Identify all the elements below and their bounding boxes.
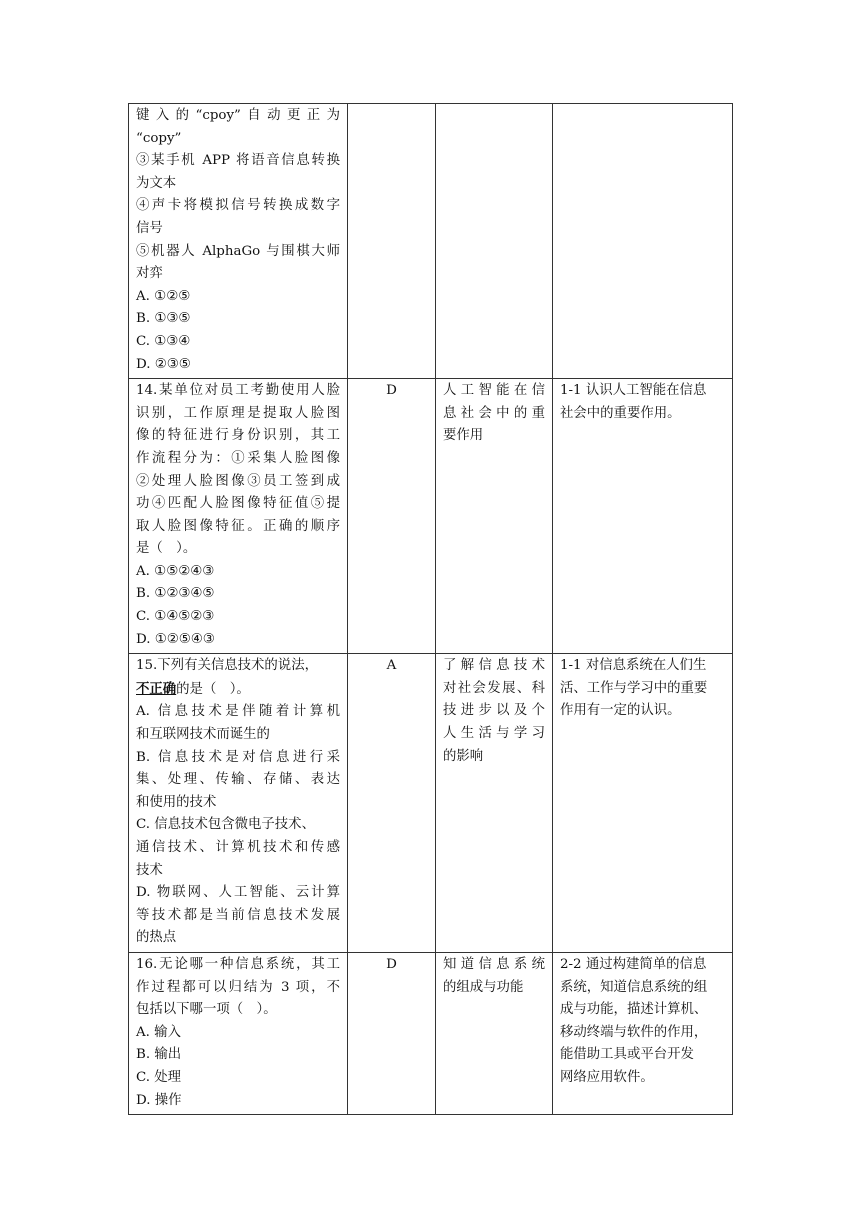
question-cell: [129, 654, 348, 953]
option-c: C. ①④⑤②③: [136, 609, 215, 625]
question-stem: [136, 655, 340, 678]
standard-line: 能借助工具或平台开发: [560, 1047, 694, 1063]
knowledge-line: 知道信息系统: [443, 956, 545, 972]
option-c: C. ①③④: [136, 333, 191, 349]
knowledge-line: 人生活与学习: [443, 726, 545, 742]
question-line: 像的特征进行身份识别，其工: [136, 428, 340, 444]
standard-line: 作用有一定的认识。: [560, 703, 681, 719]
option-b: B. ①②③④⑤: [136, 586, 215, 602]
standard-line: 2-2 通过构建简单的信息: [560, 956, 707, 972]
question-line: ⑤机器人 AlphaGo 与围棋大师: [136, 243, 340, 259]
option-b: B. 输出: [136, 1047, 182, 1063]
question-line: 通信技术、计算机技术和传感: [136, 840, 340, 855]
knowledge-line: 技进步以及个: [443, 703, 545, 719]
knowledge-line: 的组成与功能: [443, 979, 524, 995]
option-a: A. ①⑤②④③: [136, 563, 215, 579]
option-d: D. ①②⑤④③: [136, 631, 215, 647]
knowledge-cell: [436, 654, 553, 953]
standard-line: 成与功能，描述计算机、: [560, 1002, 708, 1018]
question-line: 信号: [136, 220, 163, 236]
table-row: [129, 104, 733, 379]
question-line: 等技术都是当前信息技术发展: [136, 907, 340, 923]
option-d: D. 操作: [136, 1092, 182, 1108]
question-line: 作过程都可以归结为 3 项，不: [136, 979, 340, 995]
option-c: C. 信息技术包含微电子技术、: [136, 817, 315, 833]
option-a: A. 输入: [136, 1024, 181, 1040]
standard-line: 社会中的重要作用。: [560, 405, 681, 421]
answer-cell: D: [348, 952, 436, 1114]
question-line: 为文本: [136, 175, 177, 191]
question-line: 技术: [136, 862, 163, 878]
standard-cell: [553, 379, 733, 654]
knowledge-cell: [436, 952, 553, 1114]
standard-line: 系统，知道信息系统的组: [560, 979, 708, 995]
question-line: 是（ ）。: [136, 541, 197, 557]
emphasis-text: 不正确: [136, 680, 177, 697]
question-line: 键入的“cpoy”自动更正为: [136, 108, 340, 123]
question-table: [128, 103, 733, 1115]
question-line: 集、处理、传输、存储、表达: [136, 772, 340, 788]
question-line: 和互联网技术而诞生的: [136, 727, 270, 743]
knowledge-line: 息社会中的重: [443, 405, 545, 421]
standard-cell: [553, 952, 733, 1114]
knowledge-line: 对社会发展、科: [443, 680, 545, 696]
standard-line: 1-1 对信息系统在人们生: [560, 658, 707, 674]
answer-cell: [348, 104, 436, 379]
question-cell: [129, 104, 348, 379]
question-line: 识别，工作原理是提取人脸图: [136, 405, 340, 421]
option-d: D. 物联网、人工智能、云计算: [136, 885, 340, 901]
question-line: ②处理人脸图像③员工签到成: [136, 473, 340, 489]
question-line: 16.无论哪一种信息系统，其工: [136, 956, 340, 972]
question-stem-post: 的是（ ）。: [176, 681, 250, 697]
question-line: “copy”: [136, 130, 182, 146]
question-cell: [129, 952, 348, 1114]
standard-line: 网络应用软件。: [560, 1069, 654, 1085]
standard-line: 1-1 认识人工智能在信息: [560, 383, 707, 399]
table-row: [129, 379, 733, 654]
question-line: 包括以下哪一项（ ）。: [136, 1002, 277, 1018]
question-line: 取人脸图像特征。正确的顺序: [136, 518, 340, 534]
knowledge-line: 了解信息技术: [443, 658, 545, 674]
knowledge-line: 人工智能在信: [443, 383, 545, 399]
table-row: [129, 654, 733, 953]
knowledge-cell: [436, 104, 553, 379]
knowledge-cell: [436, 379, 553, 654]
option-b: B. 信息技术是对信息进行采: [136, 749, 340, 765]
answer-cell: A: [348, 654, 436, 953]
question-cell: [129, 379, 348, 654]
standard-cell: [553, 104, 733, 379]
knowledge-line: 的影响: [443, 748, 484, 764]
question-line: 对弈: [136, 266, 163, 282]
option-d: D. ②③⑤: [136, 356, 191, 372]
answer-cell: D: [348, 379, 436, 654]
knowledge-line: 要作用: [443, 428, 484, 444]
question-line: ③某手机 APP 将语音信息转换: [136, 153, 340, 169]
option-b: B. ①③⑤: [136, 311, 191, 327]
question-stem-pre: 15.下列有关信息技术的说法，: [136, 658, 318, 674]
option-a: A. 信息技术是伴随着计算机: [136, 704, 340, 720]
question-line: 14.某单位对员工考勤使用人脸: [136, 383, 340, 399]
question-line: ④声卡将模拟信号转换成数字: [136, 198, 340, 214]
standard-line: 活、工作与学习中的重要: [560, 680, 708, 696]
question-line: 和使用的技术: [136, 794, 217, 810]
question-stem-2: [136, 678, 340, 702]
question-line: 作流程分为：①采集人脸图像: [136, 450, 340, 466]
table-row: [129, 952, 733, 1114]
standard-line: 移动终端与软件的作用，: [560, 1024, 708, 1040]
question-line: 的热点: [136, 930, 177, 946]
question-line: 功④匹配人脸图像特征值⑤提: [136, 496, 340, 512]
standard-cell: [553, 654, 733, 953]
option-a: A. ①②⑤: [136, 288, 191, 304]
option-c: C. 处理: [136, 1069, 182, 1085]
